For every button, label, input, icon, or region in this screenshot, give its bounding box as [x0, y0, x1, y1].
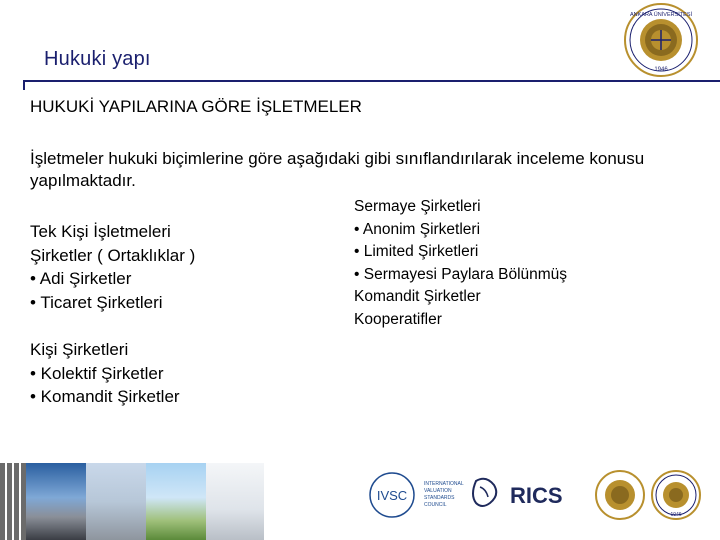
list-block-2	[30, 338, 180, 409]
list-item: Şirketler ( Ortaklıklar )	[30, 245, 196, 265]
ivsc-caption: STANDARDS	[424, 495, 455, 501]
title-rule	[23, 80, 720, 82]
rics-logo-icon	[473, 479, 563, 508]
list-item: • Anonim Şirketleri	[354, 220, 481, 238]
list-item: • Limited Şirketleri	[354, 243, 479, 260]
list-item: • Kolektif Şirketler	[30, 363, 164, 383]
seal-year: 1946	[654, 67, 668, 73]
ivsc-caption: INTERNATIONAL	[424, 481, 464, 487]
office-tower-image	[86, 463, 146, 540]
list-item: • Sermayesi Paylara Bölünmüş	[354, 265, 568, 283]
ankara-universitesi-seal-icon	[623, 2, 699, 78]
footer-stripes	[0, 463, 26, 540]
ivsc-logo-text: IVSC	[376, 488, 408, 503]
list-item: Kişi Şirketleri	[30, 340, 129, 359]
ivsc-caption: VALUATION	[424, 488, 452, 494]
list-item: Kooperatifler	[354, 310, 442, 328]
list-item: • Adi Şirketler	[30, 269, 132, 288]
seal-caption: ANKARA ÜNİVERSİTESİ	[629, 12, 693, 18]
ivsc-logo-icon	[370, 473, 464, 517]
ankara-universitesi-small-seal-icon	[652, 471, 700, 519]
list-block-1	[30, 220, 195, 314]
countryside-image	[146, 463, 206, 540]
list-item: Tek Kişi İşletmeleri	[30, 222, 171, 241]
building-facade-image	[206, 463, 264, 540]
city-skyline-image	[26, 463, 86, 540]
page-title: Hukuki yapı	[44, 48, 151, 70]
section-heading: HUKUKİ YAPILARINA GÖRE İŞLETMELER	[30, 97, 362, 116]
list-item: • Ticaret Şirketleri	[30, 292, 163, 312]
list-item: Komandit Şirketler	[354, 288, 481, 305]
intro-paragraph: İşletmeler hukuki biçimlerine göre aşağıdaki gibi sınıflandırılarak inceleme konusu yapılmaktadır.	[30, 149, 645, 190]
rics-logo-text: RICS	[510, 483, 563, 508]
footer-logos	[264, 463, 720, 540]
small-seal-year: 1946	[670, 512, 682, 518]
ivsc-caption: COUNCIL	[424, 502, 447, 508]
gold-seal-icon	[596, 471, 644, 519]
title-rule-corner	[23, 80, 25, 90]
list-item: • Komandit Şirketler	[30, 387, 180, 406]
list-block-3	[354, 196, 567, 331]
list-item: Sermaye Şirketleri	[354, 198, 481, 215]
